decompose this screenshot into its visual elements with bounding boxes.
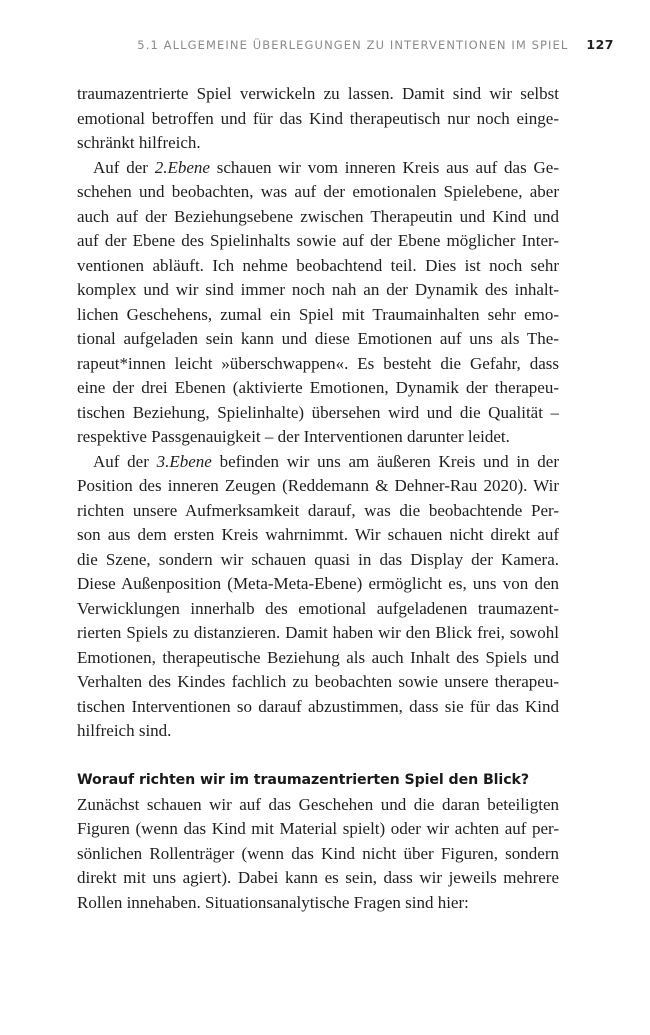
text-line: lichen Geschehens, zumal ein Spiel mit Traumainhalten sehr emo-: [77, 304, 559, 324]
text-line: Figuren (wenn das Kind mit Material spielt) oder wir achten auf per-: [77, 819, 559, 838]
text-line: Rollen innehaben. Situationsanalytische Fragen sind hier:: [77, 892, 469, 912]
text-line: eine der drei Ebenen (aktivierte Emotionen, Dynamik der therapeu-: [77, 378, 559, 397]
text-line: Zunächst schauen wir auf das Geschehen und die daran beteiligten: [77, 794, 559, 814]
text-line: schehen und beobachten, was auf der emotionalen Spielebene, aber: [77, 182, 559, 201]
paragraph-4: [77, 793, 559, 916]
section-title: 5.1 ALLGEMEINE ÜBERLEGUNGEN ZU INTERVENTIONEN IM SPIEL: [137, 38, 569, 52]
text-line: die Szene, sondern wir schauen quasi in das Display der Kamera.: [77, 549, 559, 569]
text-line: direkt mit uns agiert). Dabei kann es sein, dass wir jeweils mehrere: [77, 868, 559, 887]
text-line: Auf der 3.Ebene befinden wir uns am äußeren Kreis und in der: [93, 451, 559, 471]
paragraph-2: [77, 156, 559, 450]
section-heading: Worauf richten wir im traumazentrierten Spiel den Blick?: [77, 772, 529, 788]
text-line: sönlichen Rollenträger (wenn das Kind nicht über Figuren, sondern: [77, 843, 559, 863]
text-line: tischen Beziehung, Spielinhalte) übersehen wird und die Qualität –: [77, 402, 559, 422]
text-line: son aus dem ersten Kreis wahrnimmt. Wir schauen nicht direkt auf: [77, 525, 559, 544]
level-3-term: 3.Ebene: [156, 451, 212, 471]
text-line: Diese Außenposition (Meta-Meta-Ebene) ermöglicht es, uns von den: [77, 574, 559, 593]
text-line: tischen Interventionen so darauf abzustimmen, dass sie für das Kind: [77, 696, 559, 716]
text-line: Emotionen, therapeutische Beziehung als auch Inhalt des Spiels und: [77, 647, 559, 667]
paragraph-3: [77, 450, 559, 744]
body-text: [77, 82, 559, 915]
text-line: ventionen abläuft. Ich nehme beobachtend teil. Dies ist noch sehr: [77, 255, 559, 275]
text-line: auf der Ebene des Spielinhalts sowie auf der Ebene möglicher Inter-: [77, 231, 559, 250]
text-line: respektive Passgenauigkeit – der Interventionen darunter leidet.: [77, 427, 510, 446]
text-line: komplex und wir sind immer noch nah an der Dynamik des inhalt-: [77, 280, 559, 299]
text-line: schränkt hilfreich.: [77, 133, 201, 152]
text-line: auch auf der Beziehungsebene zwischen Therapeutin und Kind und: [77, 206, 559, 226]
text-line: traumazentrierte Spiel verwickeln zu lassen. Damit sind wir selbst: [77, 84, 559, 103]
text-line: hilfreich sind.: [77, 721, 172, 740]
page-number: 127: [586, 37, 614, 52]
text-line: rierten Spiels zu distanzieren. Damit haben wir den Blick frei, sowohl: [77, 623, 559, 642]
running-head: [0, 34, 614, 53]
text-line: Position des inneren Zeugen (Reddemann & Dehner-Rau 2020). Wir: [77, 476, 559, 495]
text-line: emotional betroffen und für das Kind therapeutisch nur noch einge-: [77, 108, 559, 128]
text-line: Auf der 2.Ebene schauen wir vom inneren Kreis aus auf das Ge-: [93, 157, 559, 177]
text-line: tional aufgeladen sein kann und diese Emotionen auf uns als The-: [77, 329, 559, 348]
paragraph-1: [77, 82, 559, 156]
level-2-term: 2.Ebene: [154, 157, 210, 177]
text-line: Verhalten des Kindes fachlich zu beobachten sowie unsere therapeu-: [77, 672, 559, 691]
text-line: Verwicklungen innerhalb des emotional aufgeladenen traumazent-: [77, 598, 559, 618]
text-line: richten unsere Aufmerksamkeit darauf, was die beobachtende Per-: [77, 500, 559, 520]
text-line: rapeut*innen leicht »überschwappen«. Es besteht die Gefahr, dass: [77, 353, 559, 373]
